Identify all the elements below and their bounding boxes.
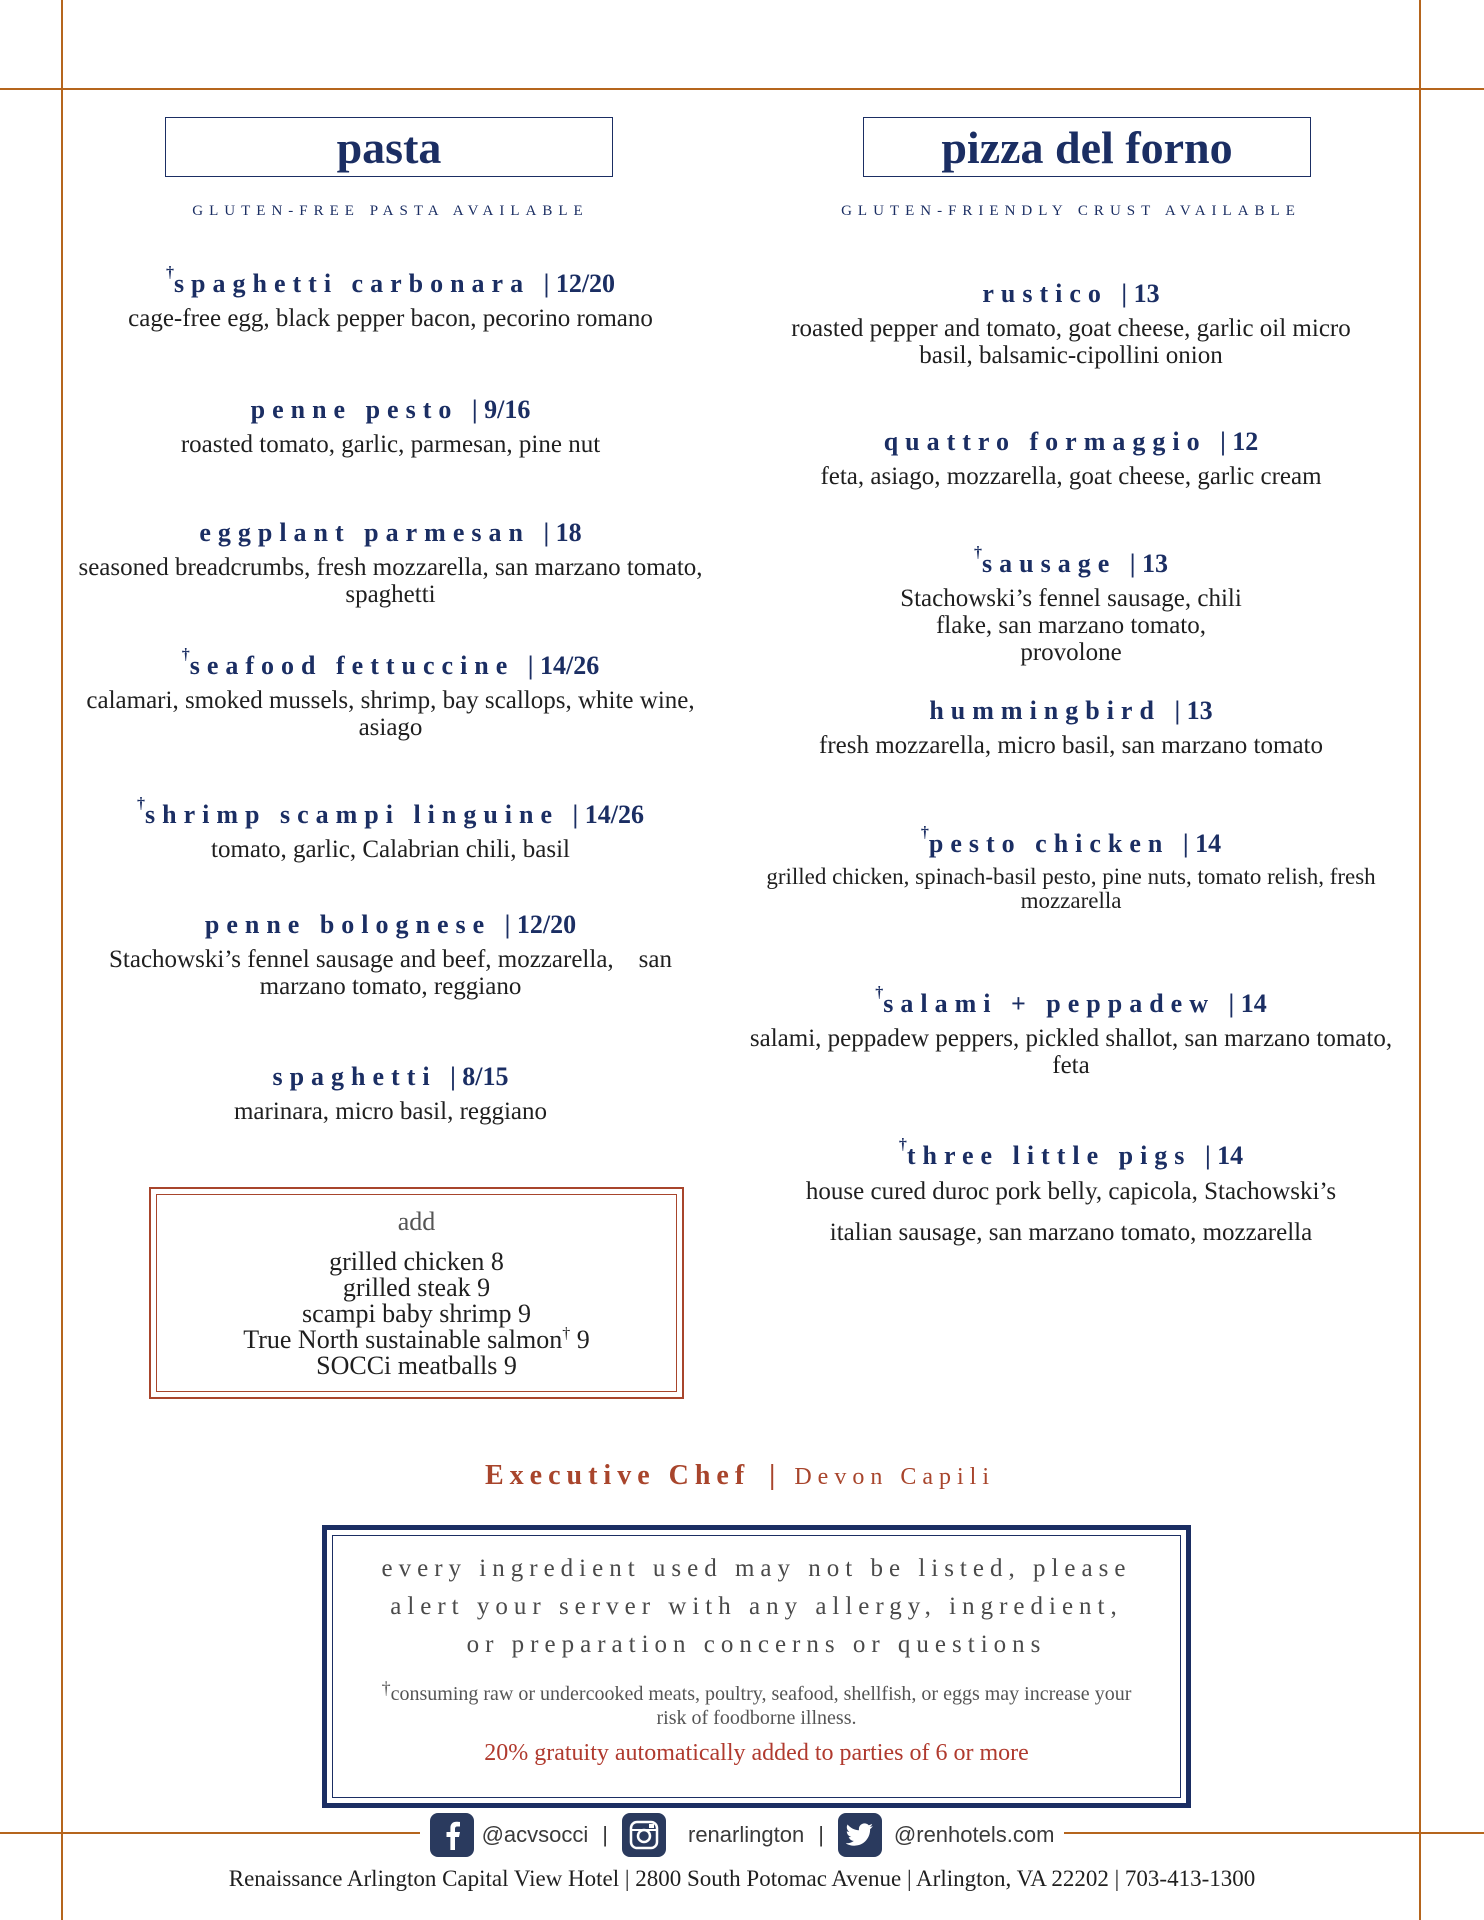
addon-item: grilled chicken 8 bbox=[329, 1247, 504, 1276]
item-description: roasted pepper and tomato, goat cheese, garlic oil micro basil, balsamic-cipollini onion bbox=[791, 314, 1351, 369]
notice-line: or preparation concerns or questions bbox=[466, 1631, 1047, 1658]
dagger-mark: † bbox=[875, 984, 884, 1001]
menu-item bbox=[63, 1063, 718, 1125]
item-price: | 14/26 bbox=[527, 651, 600, 680]
chef-title: Executive Chef bbox=[484, 1460, 751, 1491]
dagger-mark: † bbox=[898, 1136, 907, 1153]
social-links bbox=[0, 1815, 1484, 1855]
pizza-note: GLUTEN-FRIENDLY CRUST AVAILABLE bbox=[841, 203, 1301, 219]
chef-name: Devon Capili bbox=[794, 1464, 995, 1490]
item-description: Stachowski’s fennel sausage and beef, mozzarella, san marzano tomato, reggiano bbox=[109, 945, 679, 1000]
item-name: penne pesto bbox=[250, 395, 459, 424]
item-name: seafood fettuccine bbox=[189, 651, 515, 680]
item-name: shrimp scampi linguine bbox=[144, 800, 560, 829]
raw-food-warning bbox=[333, 1678, 1180, 1730]
gratuity-notice: 20% gratuity automatically added to parties of 6 or more bbox=[484, 1740, 1029, 1766]
item-price: | 9/16 bbox=[471, 395, 531, 424]
instagram-handle[interactable]: renarlington bbox=[688, 1822, 805, 1847]
allergy-notice-inner bbox=[332, 1535, 1181, 1798]
item-description: house cured duroc pork belly, capicola, Stachowski’s italian sausage, san marzano tomato, mozzarella bbox=[805, 1177, 1337, 1246]
item-description: fresh mozzarella, micro basil, san marzano tomato bbox=[819, 731, 1323, 759]
addon-item: scampi baby shrimp 9 bbox=[302, 1299, 531, 1328]
chef-separator: | bbox=[769, 1460, 776, 1491]
twitter-icon[interactable] bbox=[838, 1813, 882, 1857]
hotel-address: Renaissance Arlington Capital View Hotel | 2800 South Potomac Avenue | Arlington, VA 22202 | 703-413-1300 bbox=[228, 1866, 1256, 1891]
item-description: grilled chicken, spinach-basil pesto, pine nuts, tomato relish, fresh mozzarella bbox=[766, 863, 1376, 913]
item-price: | 13 bbox=[1129, 549, 1168, 578]
dagger-mark: † bbox=[562, 1325, 571, 1342]
menu-item bbox=[63, 396, 718, 458]
menu-item bbox=[63, 646, 718, 741]
item-name: penne bolognese bbox=[204, 910, 492, 939]
item-description: tomato, garlic, Calabrian chili, basil bbox=[211, 835, 570, 863]
addon-item bbox=[157, 1327, 676, 1353]
menu-item bbox=[63, 264, 718, 332]
menu-item bbox=[735, 984, 1407, 1079]
menu-item bbox=[735, 280, 1407, 369]
social-separator: | bbox=[602, 1822, 608, 1847]
addons-list bbox=[157, 1249, 676, 1379]
item-description: roasted tomato, garlic, parmesan, pine nut bbox=[180, 430, 601, 458]
item-name: salami + peppadew bbox=[883, 989, 1215, 1018]
notice-line: every ingredient used may not be listed, please bbox=[381, 1555, 1132, 1582]
menu-item bbox=[63, 795, 718, 863]
addons-box-inner bbox=[156, 1194, 677, 1392]
addons-box bbox=[149, 1187, 684, 1399]
menu-item bbox=[735, 697, 1407, 759]
item-name: hummingbird bbox=[929, 696, 1161, 725]
facebook-icon[interactable] bbox=[430, 1813, 474, 1857]
menu-item bbox=[735, 544, 1407, 666]
dagger-mark: † bbox=[165, 264, 174, 281]
item-price: | 18 bbox=[543, 518, 582, 547]
dagger-mark: † bbox=[136, 795, 145, 812]
pasta-column bbox=[63, 0, 718, 1180]
item-description: calamari, smoked mussels, shrimp, bay scallops, white wine, asiago bbox=[86, 686, 695, 741]
notice-line: alert your server with any allergy, ingredient, bbox=[390, 1593, 1123, 1620]
right-rule bbox=[1419, 0, 1421, 1920]
item-price: | 14 bbox=[1204, 1141, 1244, 1170]
item-name: sausage bbox=[982, 549, 1117, 578]
allergy-notice-box bbox=[322, 1525, 1191, 1808]
pizza-heading bbox=[863, 117, 1311, 177]
item-name: quattro formaggio bbox=[883, 427, 1207, 456]
item-price: | 13 bbox=[1174, 696, 1213, 725]
menu-item bbox=[63, 519, 718, 608]
item-name: three little pigs bbox=[906, 1141, 1192, 1170]
item-name: eggplant parmesan bbox=[199, 518, 530, 547]
addon-item-price: 9 bbox=[570, 1325, 590, 1354]
allergy-notice-text bbox=[333, 1550, 1180, 1664]
raw-warning-text: consuming raw or undercooked meats, poultry, seafood, shellfish, or eggs may increase your risk of foodborne illness. bbox=[390, 1683, 1132, 1729]
addon-item: grilled steak 9 bbox=[342, 1273, 491, 1302]
instagram-icon[interactable] bbox=[622, 1813, 666, 1857]
menu-item bbox=[735, 824, 1407, 913]
twitter-handle[interactable]: @renhotels.com bbox=[893, 1822, 1055, 1847]
dagger-mark: † bbox=[920, 824, 929, 841]
dagger-mark: † bbox=[974, 544, 982, 561]
social-separator: | bbox=[818, 1822, 824, 1847]
addon-item: SOCCi meatballs 9 bbox=[316, 1351, 517, 1380]
item-description: seasoned breadcrumbs, fresh mozzarella, san marzano tomato, spaghetti bbox=[78, 553, 703, 608]
dagger-mark: † bbox=[381, 1678, 391, 1698]
pasta-note: GLUTEN-FREE PASTA AVAILABLE bbox=[192, 203, 589, 219]
item-price: | 14 bbox=[1182, 829, 1222, 858]
item-description: Stachowski’s fennel sausage, chili flake, san marzano tomato, provolone bbox=[900, 584, 1242, 666]
addon-item-name: True North sustainable salmon bbox=[243, 1325, 563, 1354]
menu-item bbox=[735, 428, 1407, 490]
executive-chef bbox=[300, 1460, 1180, 1492]
item-price: | 14/26 bbox=[572, 800, 644, 829]
item-description: cage-free egg, black pepper bacon, pecorino romano bbox=[128, 304, 653, 332]
item-price: | 12 bbox=[1220, 427, 1259, 456]
pizza-column bbox=[735, 0, 1407, 1280]
item-description: feta, asiago, mozzarella, goat cheese, garlic cream bbox=[820, 462, 1322, 490]
item-price: | 12/20 bbox=[543, 269, 616, 298]
item-price: | 14 bbox=[1228, 989, 1267, 1018]
pizza-title: pizza del forno bbox=[941, 121, 1233, 173]
menu-item bbox=[735, 1136, 1407, 1253]
item-price: | 8/15 bbox=[450, 1062, 509, 1091]
item-price: | 12/20 bbox=[504, 910, 577, 939]
facebook-handle[interactable]: @acvsocci bbox=[481, 1822, 589, 1847]
item-name: pesto chicken bbox=[928, 829, 1170, 858]
dagger-mark: † bbox=[181, 646, 190, 663]
item-description: salami, peppadew peppers, pickled shallot, san marzano tomato, feta bbox=[749, 1024, 1393, 1079]
item-price: | 13 bbox=[1121, 279, 1160, 308]
pasta-heading bbox=[165, 117, 613, 177]
item-name: spaghetti carbonara bbox=[173, 269, 531, 298]
menu-item bbox=[63, 911, 718, 1000]
item-description: marinara, micro basil, reggiano bbox=[233, 1097, 548, 1125]
item-name: rustico bbox=[982, 279, 1108, 308]
social-strip bbox=[420, 1813, 1065, 1857]
addons-title: add bbox=[397, 1207, 436, 1236]
pasta-title: pasta bbox=[336, 121, 442, 173]
item-name: spaghetti bbox=[272, 1062, 437, 1091]
